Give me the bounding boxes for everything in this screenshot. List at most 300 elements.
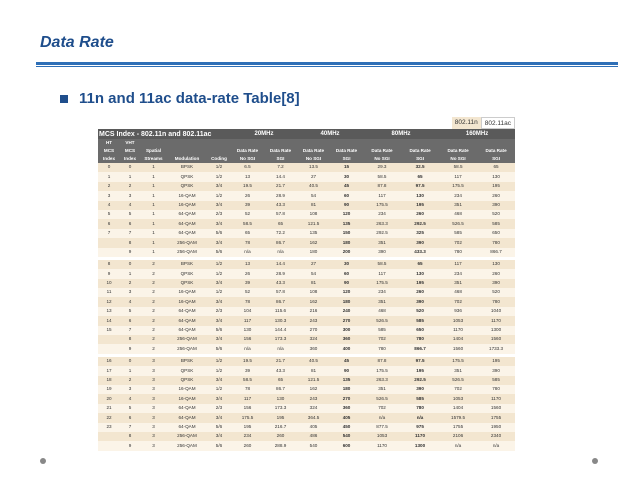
column-header: Data Rate: [439, 147, 477, 155]
table-cell: 405: [297, 423, 330, 432]
table-cell: 54: [297, 191, 330, 200]
table-cell: 1404: [439, 335, 477, 344]
table-cell: 2: [140, 279, 167, 288]
table-cell: 16-QAM: [167, 394, 207, 403]
table-cell: 1/2: [207, 366, 231, 375]
table-cell: 1170: [401, 432, 439, 441]
table-cell: 877.5: [363, 423, 401, 432]
table-cell: QPSK: [167, 172, 207, 181]
table-cell: 86.7: [264, 238, 297, 247]
column-header: MCS: [120, 147, 140, 155]
table-cell: 5: [120, 210, 140, 219]
table-cell: 195: [231, 423, 264, 432]
table-cell: 10: [98, 279, 120, 288]
table-cell: 526.5: [439, 219, 477, 228]
table-cell: 585: [401, 316, 439, 325]
table-cell: 1/2: [207, 260, 231, 269]
table-cell: 200: [330, 248, 363, 257]
table-cell: QPSK: [167, 182, 207, 191]
table-cell: 115.6: [264, 307, 297, 316]
table-cell: 4: [98, 201, 120, 210]
table-cell: 390: [477, 366, 515, 375]
table-cell: 324: [297, 335, 330, 344]
table-cell: 1: [140, 210, 167, 219]
table-cell: 526.5: [363, 316, 401, 325]
table-cell: 450: [330, 423, 363, 432]
table-cell: 1560: [477, 404, 515, 413]
table-cell: 2: [120, 376, 140, 385]
table-cell: 90: [330, 201, 363, 210]
table-cell: 486: [297, 432, 330, 441]
table-cell: 130: [401, 269, 439, 278]
table-row: [98, 357, 515, 366]
table-cell: 390: [363, 248, 401, 257]
table-cell: 256-QAM: [167, 432, 207, 441]
table-cell: 21.7: [264, 182, 297, 191]
column-header: [167, 147, 207, 155]
table-cell: 256-QAM: [167, 441, 207, 450]
column-header: HT: [98, 139, 120, 147]
table-cell: 39: [231, 201, 264, 210]
table-cell: 780: [477, 297, 515, 306]
table-cell: 3/4: [207, 376, 231, 385]
slide-corner-dot-left: [40, 458, 46, 464]
table-cell: 351: [363, 297, 401, 306]
table-cell: 6: [120, 413, 140, 422]
table-cell: 117: [231, 316, 264, 325]
band-header: 160MHz: [439, 129, 515, 139]
table-cell: 15: [330, 163, 363, 172]
table-cell: 1/2: [207, 163, 231, 172]
table-cell: 390: [477, 279, 515, 288]
table-cell: 526.5: [439, 376, 477, 385]
table-cell: 1300: [401, 441, 439, 450]
table-cell: 1170: [477, 394, 515, 403]
table-cell: 21: [98, 404, 120, 413]
column-header: Data Rate: [264, 147, 297, 155]
table-cell: 135: [330, 376, 363, 385]
table-cell: 1: [140, 248, 167, 257]
table-cell: 16-QAM: [167, 288, 207, 297]
table-cell: 117: [231, 394, 264, 403]
table-cell: 16-QAM: [167, 297, 207, 306]
table-cell: 600: [330, 441, 363, 450]
table-cell: 324: [297, 404, 330, 413]
table-cell: 3: [140, 376, 167, 385]
table-cell: 364.5: [297, 413, 330, 422]
table-row: [98, 413, 515, 422]
table-cell: 39: [231, 279, 264, 288]
slide-corner-dot-right: [592, 458, 598, 464]
table-cell: 4: [120, 201, 140, 210]
table-cell: 16-QAM: [167, 385, 207, 394]
table-cell: 180: [297, 248, 330, 257]
table-cell: [98, 335, 120, 344]
table-cell: 1: [120, 269, 140, 278]
table-cell: 195: [401, 366, 439, 375]
table-cell: 173.3: [264, 404, 297, 413]
table-cell: 9: [98, 269, 120, 278]
table-cell: [98, 238, 120, 247]
table-cell: 121.5: [297, 376, 330, 385]
column-header: [140, 139, 167, 147]
table-cell: 27: [297, 260, 330, 269]
bullet-text: 11n and 11ac data-rate Table[8]: [79, 90, 300, 107]
column-header: [330, 139, 363, 147]
table-cell: 135: [297, 229, 330, 238]
table-cell: 3: [140, 385, 167, 394]
table-cell: 58.5: [439, 163, 477, 172]
column-header-row: [98, 155, 515, 163]
column-header: SGI: [330, 155, 363, 163]
table-cell: 7: [120, 423, 140, 432]
table-cell: 300: [330, 326, 363, 335]
table-cell: 52: [231, 288, 264, 297]
table-row: [98, 366, 515, 375]
table-cell: 5: [98, 210, 120, 219]
table-cell: 117: [363, 191, 401, 200]
table-cell: 3: [140, 394, 167, 403]
table-cell: 1: [140, 219, 167, 228]
table-cell: 130: [231, 326, 264, 335]
table-cell: 270: [330, 394, 363, 403]
table-cell: 14.4: [264, 260, 297, 269]
table-cell: 702: [363, 404, 401, 413]
table-cell: 3/4: [207, 279, 231, 288]
table-cell: 650: [401, 326, 439, 335]
table-cell: 58.5: [231, 219, 264, 228]
table-row: [98, 201, 515, 210]
table-cell: 9: [120, 441, 140, 450]
table-cell: 3: [120, 191, 140, 200]
table-cell: QPSK: [167, 269, 207, 278]
table-cell: 936: [439, 307, 477, 316]
column-header: [297, 139, 330, 147]
table-caption: MCS Index - 802.11n and 802.11ac: [98, 129, 231, 139]
column-header: MCS: [98, 147, 120, 155]
table-cell: 195: [477, 357, 515, 366]
table-cell: 3: [140, 441, 167, 450]
table-cell: 3: [120, 288, 140, 297]
column-header: Data Rate: [477, 147, 515, 155]
table-cell: 540: [297, 441, 330, 450]
table-cell: 5/6: [207, 229, 231, 238]
table-cell: 15: [98, 326, 120, 335]
table-cell: 390: [401, 385, 439, 394]
table-cell: 1: [120, 366, 140, 375]
table-cell: 0: [98, 163, 120, 172]
table-row: [98, 316, 515, 325]
table-cell: 117: [439, 172, 477, 181]
table-cell: 3/4: [207, 182, 231, 191]
table-cell: 270: [297, 326, 330, 335]
table-cell: 216.7: [264, 423, 297, 432]
table-cell: 86.7: [264, 385, 297, 394]
column-header: [477, 139, 515, 147]
table-cell: n/a: [231, 344, 264, 353]
table-cell: QPSK: [167, 279, 207, 288]
table-cell: 468: [439, 288, 477, 297]
table-cell: 21.7: [264, 357, 297, 366]
table-cell: 351: [439, 201, 477, 210]
table-cell: 16-QAM: [167, 201, 207, 210]
table-cell: 87.8: [363, 182, 401, 191]
table-cell: 2: [140, 288, 167, 297]
column-header: No SGI: [363, 155, 401, 163]
table-row: [98, 219, 515, 228]
table-row: [98, 172, 515, 181]
table-cell: 22: [98, 413, 120, 422]
table-cell: 19.5: [231, 357, 264, 366]
table-cell: 150: [330, 229, 363, 238]
table-cell: [98, 432, 120, 441]
table-row: [98, 260, 515, 269]
table-cell: 130: [477, 172, 515, 181]
table-cell: 260: [477, 269, 515, 278]
table-cell: 243: [297, 316, 330, 325]
table-cell: n/a: [363, 413, 401, 422]
table-cell: 120: [330, 288, 363, 297]
table-cell: 526.5: [363, 394, 401, 403]
table-cell: 1053: [439, 316, 477, 325]
table-cell: 19: [98, 385, 120, 394]
table-cell: 2: [140, 316, 167, 325]
table-cell: 1/2: [207, 357, 231, 366]
table-cell: [98, 248, 120, 257]
table-cell: 1755: [477, 413, 515, 422]
table-cell: 360: [330, 335, 363, 344]
column-header: No SGI: [297, 155, 330, 163]
column-header: [167, 139, 207, 147]
table-row: [98, 248, 515, 257]
table-cell: 216: [297, 307, 330, 316]
table-cell: 130: [477, 260, 515, 269]
table-cell: 520: [477, 288, 515, 297]
table-cell: 2/3: [207, 307, 231, 316]
table-cell: 156: [231, 335, 264, 344]
column-header: SGI: [401, 155, 439, 163]
table-cell: 40.5: [297, 182, 330, 191]
table-cell: 3/4: [207, 219, 231, 228]
band-header: 80MHz: [363, 129, 439, 139]
table-cell: 585: [363, 326, 401, 335]
table-cell: 234: [231, 432, 264, 441]
table-cell: 45: [330, 357, 363, 366]
column-header: SGI: [264, 155, 297, 163]
table-cell: 585: [477, 219, 515, 228]
table-cell: 144.4: [264, 326, 297, 335]
table-cell: 52: [231, 210, 264, 219]
table-cell: 263.3: [363, 376, 401, 385]
table-cell: 260: [264, 432, 297, 441]
table-cell: 81: [297, 279, 330, 288]
table-legend-row: [98, 117, 515, 129]
column-header-row: [98, 139, 515, 147]
table-row: [98, 394, 515, 403]
table-cell: 1170: [477, 316, 515, 325]
table-cell: 14: [98, 316, 120, 325]
column-header: No SGI: [439, 155, 477, 163]
table-cell: 6: [120, 316, 140, 325]
table-cell: 3: [98, 191, 120, 200]
table-cell: 3: [140, 404, 167, 413]
table-cell: 57.8: [264, 288, 297, 297]
table-cell: 2: [140, 307, 167, 316]
table-cell: 9: [120, 344, 140, 353]
table-cell: 1: [140, 163, 167, 172]
table-cell: 8: [98, 260, 120, 269]
table-row: [98, 385, 515, 394]
table-cell: 1170: [439, 326, 477, 335]
table-cell: 3: [140, 366, 167, 375]
table-cell: 3: [140, 423, 167, 432]
column-header: [264, 139, 297, 147]
column-header: Coding: [207, 155, 231, 163]
legend-80211ac: 802.11ac: [481, 117, 515, 129]
table-cell: 5/6: [207, 344, 231, 353]
table-cell: n/a: [264, 344, 297, 353]
table-cell: 5: [120, 404, 140, 413]
table-cell: 1733.3: [477, 344, 515, 353]
table-cell: 2: [140, 260, 167, 269]
column-header-row: [98, 147, 515, 155]
table-cell: 78: [231, 385, 264, 394]
data-rate-table: [98, 129, 515, 451]
table-cell: 4: [120, 297, 140, 306]
table-cell: 2: [140, 297, 167, 306]
table-cell: 4: [120, 394, 140, 403]
table-cell: 40.5: [297, 357, 330, 366]
table-cell: 1040: [477, 307, 515, 316]
table-cell: 195: [401, 279, 439, 288]
table-cell: 8: [120, 238, 140, 247]
table-cell: 263.3: [363, 219, 401, 228]
table-cell: 117: [363, 269, 401, 278]
table-cell: 1: [140, 229, 167, 238]
table-cell: 108: [297, 210, 330, 219]
table-cell: 1/2: [207, 269, 231, 278]
table-cell: 585: [477, 376, 515, 385]
table-cell: 351: [439, 366, 477, 375]
table-cell: 650: [477, 229, 515, 238]
table-cell: 175.5: [231, 413, 264, 422]
table-cell: 1300: [477, 326, 515, 335]
table-cell: 81: [297, 366, 330, 375]
table-cell: 162: [297, 297, 330, 306]
table-cell: 180: [330, 385, 363, 394]
table-caption-row: [98, 129, 515, 139]
table-cell: 400: [330, 344, 363, 353]
band-header: 20MHz: [231, 129, 297, 139]
table-row: [98, 335, 515, 344]
table-cell: 780: [401, 335, 439, 344]
table-cell: 57.8: [264, 210, 297, 219]
table-cell: 65: [477, 163, 515, 172]
table-cell: 2106: [439, 432, 477, 441]
table-cell: 2: [98, 182, 120, 191]
table-row: [98, 279, 515, 288]
table-cell: 72.2: [264, 229, 297, 238]
table-cell: 43.3: [264, 201, 297, 210]
table-cell: 3: [140, 432, 167, 441]
table-cell: 121.5: [297, 219, 330, 228]
table-cell: n/a: [401, 413, 439, 422]
table-row: [98, 288, 515, 297]
column-header: Modulation: [167, 155, 207, 163]
table-cell: 3/4: [207, 432, 231, 441]
table-cell: BPSK: [167, 357, 207, 366]
table-cell: 14.4: [264, 172, 297, 181]
table-cell: 13: [231, 172, 264, 181]
table-cell: 2: [120, 279, 140, 288]
table-cell: 32.5: [401, 163, 439, 172]
table-cell: 19.5: [231, 182, 264, 191]
table-cell: 866.7: [477, 248, 515, 257]
table-cell: QPSK: [167, 376, 207, 385]
table-cell: 11: [98, 288, 120, 297]
table-row: [98, 432, 515, 441]
column-header: Data Rate: [363, 147, 401, 155]
table-cell: 234: [363, 288, 401, 297]
table-cell: 90: [330, 366, 363, 375]
table-cell: 108: [297, 288, 330, 297]
table-cell: 1: [98, 172, 120, 181]
table-cell: 2: [120, 182, 140, 191]
bullet-square-icon: [60, 95, 68, 103]
table-cell: 5: [120, 307, 140, 316]
table-row: [98, 191, 515, 200]
table-cell: 43.3: [264, 279, 297, 288]
table-cell: 243: [297, 394, 330, 403]
table-cell: 78: [231, 238, 264, 247]
table-cell: 3/4: [207, 413, 231, 422]
table-cell: 702: [439, 385, 477, 394]
column-header: [207, 147, 231, 155]
table-cell: 6: [120, 219, 140, 228]
table-cell: n/a: [231, 248, 264, 257]
table-cell: 97.5: [401, 357, 439, 366]
table-cell: 351: [363, 385, 401, 394]
table-cell: 16: [98, 357, 120, 366]
column-header: Index: [120, 155, 140, 163]
table-cell: 7: [120, 229, 140, 238]
table-cell: 468: [439, 210, 477, 219]
table-cell: 30: [330, 260, 363, 269]
table-cell: 17: [98, 366, 120, 375]
table-cell: 3/4: [207, 335, 231, 344]
table-cell: 54: [297, 269, 330, 278]
column-header: SGI: [477, 155, 515, 163]
table-cell: 540: [330, 432, 363, 441]
table-cell: 175.5: [363, 366, 401, 375]
table-cell: 240: [330, 307, 363, 316]
table-cell: 1170: [363, 441, 401, 450]
table-cell: 65: [401, 172, 439, 181]
table-cell: 3/4: [207, 238, 231, 247]
column-header: [363, 139, 401, 147]
table-cell: 64-QAM: [167, 413, 207, 422]
table-cell: 130: [264, 394, 297, 403]
table-cell: 520: [401, 307, 439, 316]
table-cell: 2: [140, 326, 167, 335]
table-cell: 260: [231, 441, 264, 450]
table-cell: 780: [477, 385, 515, 394]
band-header: 40MHz: [297, 129, 363, 139]
table-cell: 260: [477, 191, 515, 200]
table-cell: 288.9: [264, 441, 297, 450]
table-cell: 180: [330, 238, 363, 247]
table-cell: 1560: [477, 335, 515, 344]
